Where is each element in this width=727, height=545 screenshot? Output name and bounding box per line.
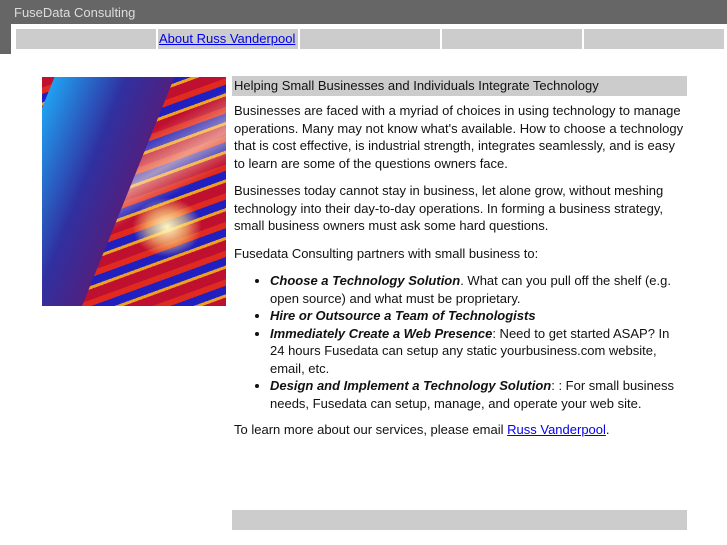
paragraph-2: Businesses today cannot stay in business, let alone grow, without meshing technology into their day-to-day operations. In forming a business strategy, small business owners must ask some hard questions.	[234, 183, 664, 233]
nav-bar	[14, 28, 724, 50]
list-item	[270, 377, 687, 412]
header-bar	[0, 0, 727, 24]
service-title: Immediately Create a Web Presence	[270, 325, 493, 341]
service-title: Design and Implement a Technology Solution	[270, 378, 552, 393]
nav-cell-3	[300, 29, 440, 49]
contact-email-link[interactable]: Russ Vanderpool	[507, 422, 606, 437]
nav-cell-5	[584, 29, 724, 49]
contact-text: To learn more about our services, please email	[234, 422, 508, 437]
list-item	[270, 307, 687, 325]
list-item	[270, 272, 687, 307]
service-text: : : For small business needs, Fusedata can setup, manage, and operate your web site.	[270, 378, 675, 411]
service-text: : Need to get started ASAP? In 24 hours Fusedata can setup any static yourbusiness.com website, email, etc.	[270, 325, 670, 376]
site-title: FuseData Consulting	[14, 5, 136, 20]
service-title: Hire or Outsource a Team of Technologists	[270, 308, 536, 323]
network-cables-photo	[42, 77, 226, 306]
left-strip	[0, 24, 11, 54]
nav-cell-1	[16, 29, 156, 49]
main-content	[232, 76, 687, 449]
contact-suffix: .	[605, 422, 610, 437]
footer-bar	[232, 510, 687, 530]
contact-line	[234, 421, 687, 439]
service-text: . What can you pull off the shelf (e.g. open source) and what must be proprietary.	[270, 273, 671, 306]
services-list	[232, 272, 687, 412]
paragraph-3: Fusedata Consulting partners with small business to:	[234, 245, 539, 261]
nav-cell-4	[442, 29, 582, 49]
list-item	[270, 325, 687, 378]
service-title: Choose a Technology Solution	[270, 273, 461, 288]
nav-link-about[interactable]: About Russ Vanderpool	[159, 31, 296, 46]
nav-cell-2	[158, 29, 298, 49]
page-heading: Helping Small Businesses and Individuals Integrate Technology	[232, 76, 687, 96]
paragraph-1: Businesses are faced with a myriad of choices in using technology to manage operations. Many may not know what's available. How to choose a technology that is cost effective, is industrial strength, integrates seamlessly, and is easy to learn are some of the questions owners face.	[234, 103, 684, 171]
